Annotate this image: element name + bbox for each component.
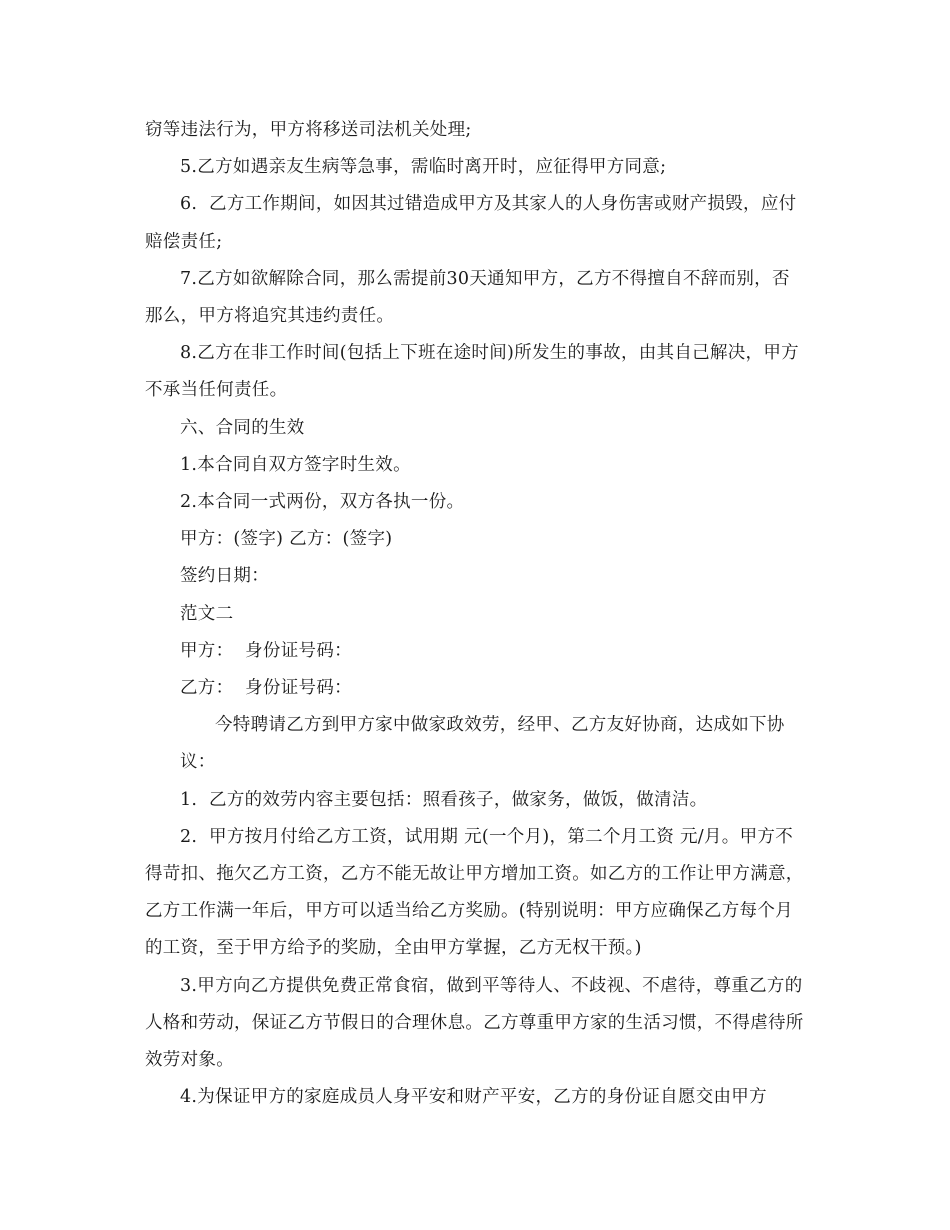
- signing-date-line: 签约日期：: [180, 566, 269, 587]
- paragraph-clause-5: 5.乙方如遇亲友生病等急事，需临时离开时，应征得甲方同意;: [180, 157, 667, 178]
- paragraph-service-1: 1. 乙方的效劳内容主要包括：照看孩子，做家务，做饭，做清洁。: [180, 789, 708, 810]
- document-body: [145, 112, 807, 1116]
- section-heading-contract-effect: 六、合同的生效: [180, 417, 305, 438]
- paragraph-service-4: 4.为保证甲方的家庭成员人身平安和财产平安，乙方的身份证自愿交由甲方: [180, 1087, 767, 1108]
- paragraph-intro: 今特聘请乙方到甲方家中做家政效劳，经甲、乙方友好协商，达成如下协议：: [180, 715, 785, 773]
- paragraph-theft-clause-continuation: 窃等违法行为，甲方将移送司法机关处理;: [145, 120, 472, 140]
- signature-line: 甲方：(签字) 乙方：(签字): [180, 529, 393, 550]
- party-b-id-line: 乙方： 身份证号码：: [180, 678, 352, 699]
- paragraph-clause-7: 7.乙方如欲解除合同，那么需提前30天通知甲方，乙方不得擅自不辞而别，否那么，甲方将追究其违约责任。: [145, 268, 790, 327]
- paragraph-effect-1: 1.本合同自双方签字时生效。: [180, 454, 411, 475]
- paragraph-clause-8: 8.乙方在非工作时间(包括上下班在途时间)所发生的事故，由其自己解决，甲方不承当任何责任。: [145, 343, 799, 401]
- paragraph-service-2: 2. 甲方按月付给乙方工资，试用期 元(一个月)，第二个月工资 元/月。甲方不得苛扣、拖欠乙方工资，乙方不能无故让甲方增加工资。如乙方的工作让甲方满意，乙方工作满一年后，甲方可以适当给乙方奖励。(特别说明：甲方应确保乙方每个月的工资，至于甲方给予的奖励，全由甲方掌握，乙方无权干预。): [145, 826, 804, 959]
- party-a-id-line: 甲方： 身份证号码：: [180, 640, 352, 661]
- paragraph-clause-6: 6. 乙方工作期间，如因其过错造成甲方及其家人的人身伤害或财产损毁，应付赔偿责任;: [145, 194, 797, 252]
- paragraph-service-3: 3.甲方向乙方提供免费正常食宿，做到平等待人、不歧视、不虐待，尊重乙方的人格和劳动，保证乙方节假日的合理休息。乙方尊重甲方家的生活习惯，不得虐待所效劳对象。: [145, 975, 804, 1071]
- paragraph-effect-2: 2.本合同一式两份，双方各执一份。: [180, 492, 465, 513]
- sample-heading: 范文二: [180, 603, 234, 624]
